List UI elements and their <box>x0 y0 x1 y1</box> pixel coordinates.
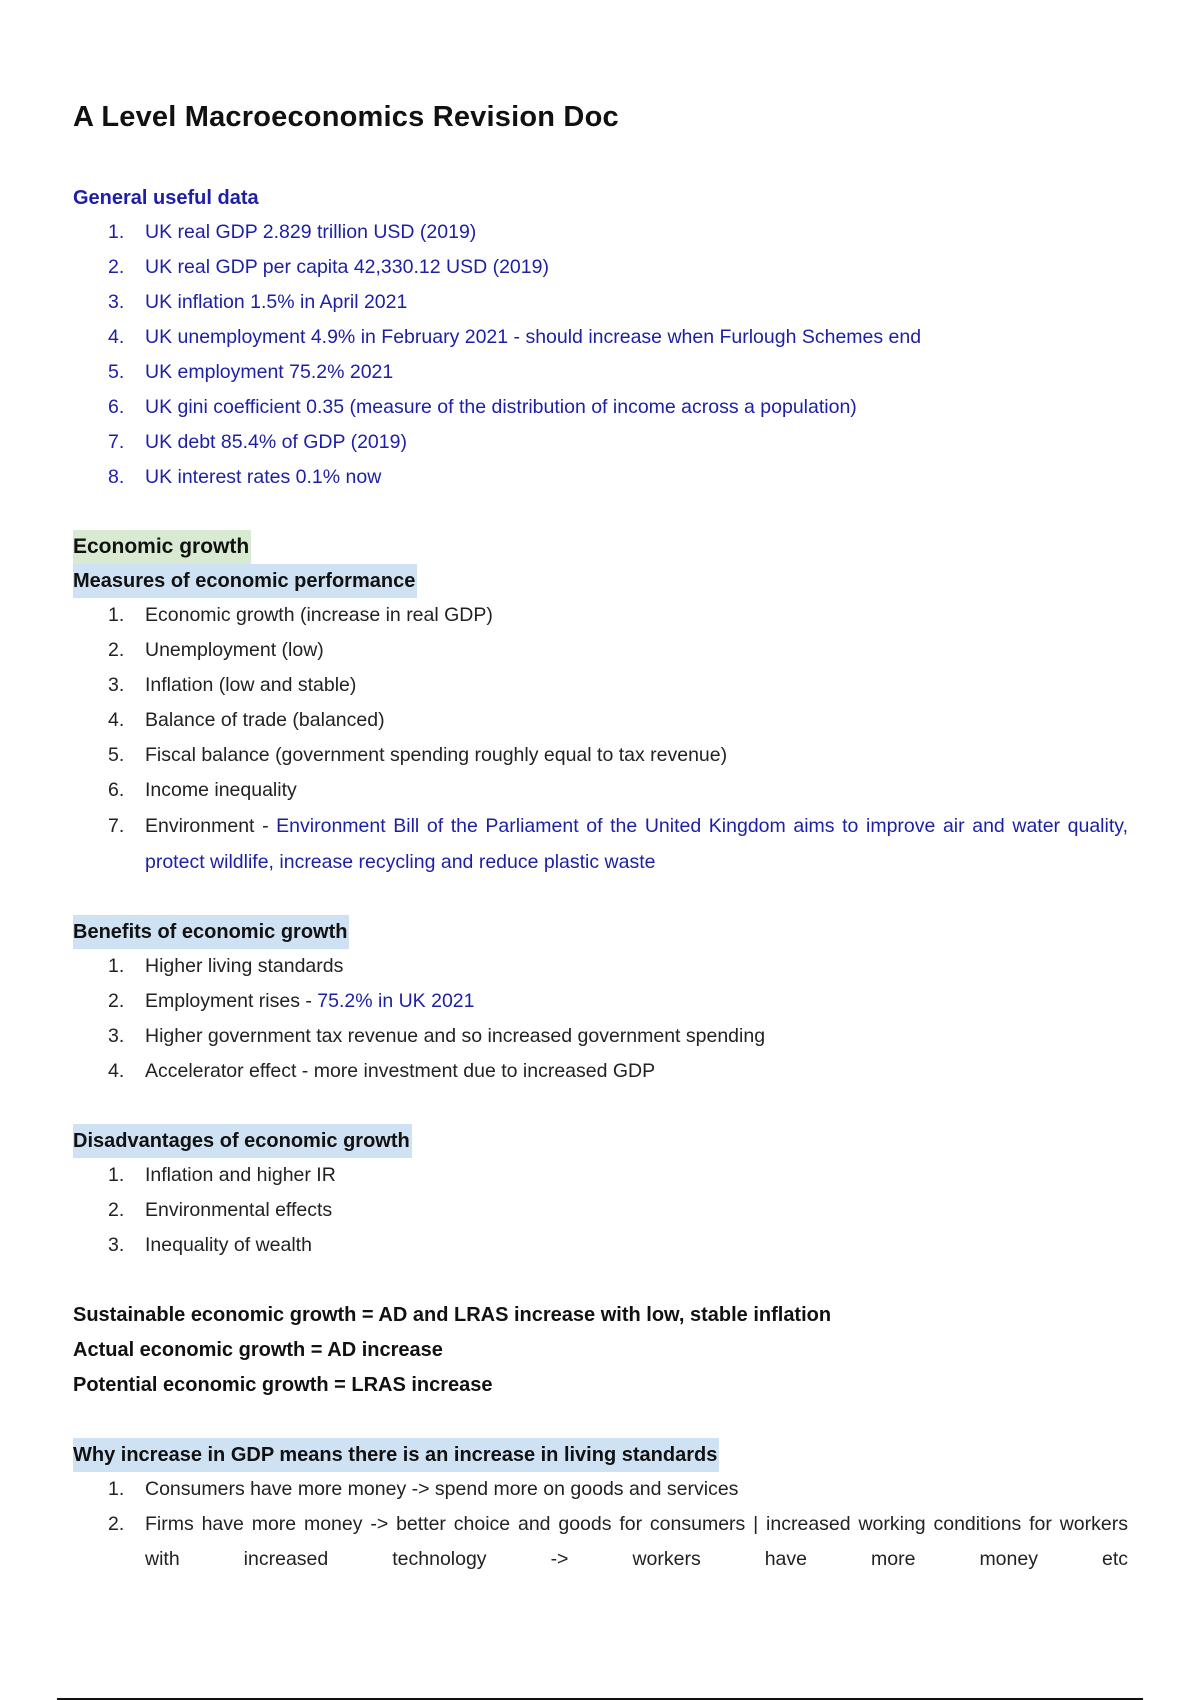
disadvantages-list <box>73 1158 1128 1263</box>
definition-actual: Actual economic growth = AD increase <box>73 1338 443 1361</box>
living-standards-heading: Why increase in GDP means there is an increase in living standards <box>73 1438 719 1472</box>
list-item: 3. Inequality of wealth <box>108 1233 312 1256</box>
list-item: 2. Firms have more money -> better choice and goods for consumers | increased working conditions for workers with increased technology -> workers have more money etc <box>108 1512 1128 1570</box>
list-item: 1. Consumers have more money -> spend more on goods and services <box>108 1477 739 1500</box>
list-item: 5. Fiscal balance (government spending roughly equal to tax revenue) <box>108 743 728 766</box>
list-item: 4. Accelerator effect - more investment due to increased GDP <box>108 1059 656 1082</box>
list-item: 1. Economic growth (increase in real GDP) <box>108 603 493 626</box>
list-item: 2. Environmental effects <box>108 1198 333 1221</box>
definition-sustainable: Sustainable economic growth = AD and LRAS increase with low, stable inflation <box>73 1303 832 1326</box>
list-item: 2. UK real GDP per capita 42,330.12 USD (2019) <box>108 255 549 278</box>
list-item: 3. Higher government tax revenue and so increased government spending <box>108 1024 766 1047</box>
definition-potential: Potential economic growth = LRAS increase <box>73 1373 493 1396</box>
benefits-list <box>73 949 1128 1089</box>
list-item: 7. Environment - Environment Bill of the Parliament of the United Kingdom aims to improve air and water quality, protect wildlife, increase recycling and reduce plastic waste <box>108 814 1128 873</box>
benefits-heading: Benefits of economic growth <box>73 915 349 949</box>
list-item: 7. UK debt 85.4% of GDP (2019) <box>108 430 407 453</box>
disadvantages-heading: Disadvantages of economic growth <box>73 1124 412 1158</box>
list-item: 3. UK inflation 1.5% in April 2021 <box>108 290 408 313</box>
list-item: 2. Employment rises - 75.2% in UK 2021 <box>108 989 475 1012</box>
general-data-heading: General useful data <box>73 186 259 209</box>
list-item: 5. UK employment 75.2% 2021 <box>108 360 394 383</box>
list-item: 1. Higher living standards <box>108 954 344 977</box>
document-title: A Level Macroeconomics Revision Doc <box>73 101 619 133</box>
list-item: 8. UK interest rates 0.1% now <box>108 465 382 488</box>
list-item: 4. UK unemployment 4.9% in February 2021 - should increase when Furlough Schemes end <box>108 325 922 348</box>
list-item: 6. UK gini coefficient 0.35 (measure of the distribution of income across a population) <box>108 395 857 418</box>
list-item: 1. UK real GDP 2.829 trillion USD (2019) <box>108 220 477 243</box>
economic-growth-heading: Economic growth <box>73 530 251 564</box>
document-page <box>73 100 1128 1577</box>
measures-heading: Measures of economic performance <box>73 564 417 598</box>
general-data-list <box>73 215 1128 495</box>
list-item: 6. Income inequality <box>108 778 297 801</box>
measures-list <box>73 598 1128 880</box>
list-item: 4. Balance of trade (balanced) <box>108 708 385 731</box>
list-item: 3. Inflation (low and stable) <box>108 673 357 696</box>
living-standards-list <box>73 1472 1128 1577</box>
list-item: 1. Inflation and higher IR <box>108 1163 336 1186</box>
environment-bill-note: Environment Bill of the Parliament of the United Kingdom aims to improve air and water quality, protect wildlife, increase recycling and reduce plastic waste <box>145 814 1128 873</box>
list-item: 2. Unemployment (low) <box>108 638 324 661</box>
employment-note: 75.2% in UK 2021 <box>317 989 475 1012</box>
